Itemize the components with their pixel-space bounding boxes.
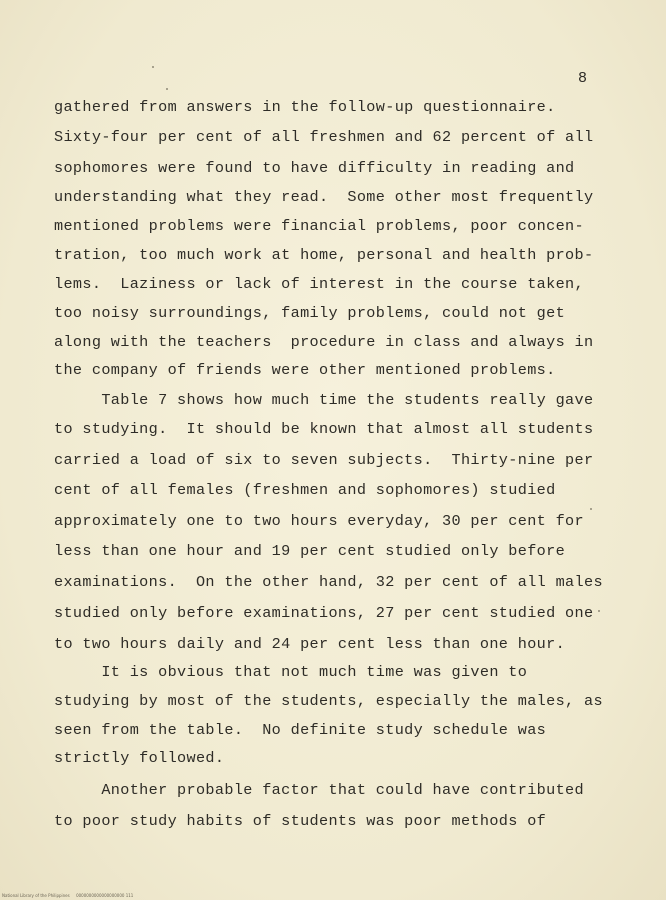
text-line: studied only before examinations, 27 per cent studied one xyxy=(54,604,594,622)
text-line: seen from the table. No definite study schedule was xyxy=(54,721,547,739)
text-line: lems. Laziness or lack of interest in the course taken, xyxy=(54,275,584,293)
text-line: to two hours daily and 24 per cent less than one hour. xyxy=(54,635,566,653)
paper-speck xyxy=(152,66,154,68)
text-line: too noisy surroundings, family problems, could not get xyxy=(54,304,566,322)
text-line: cent of all females (freshmen and sophomores) studied xyxy=(54,481,556,499)
text-line: It is obvious that not much time was given to xyxy=(54,663,528,681)
text-line: examinations. On the other hand, 32 per cent of all males xyxy=(54,573,603,591)
text-line: Another probable factor that could have contributed xyxy=(54,781,584,799)
text-line: understanding what they read. Some other most frequently xyxy=(54,188,594,206)
text-line: mentioned problems were financial problems, poor concen- xyxy=(54,217,584,235)
text-line: approximately one to two hours everyday, 30 per cent for xyxy=(54,512,584,530)
text-line: to poor study habits of students was poor methods of xyxy=(54,812,547,830)
text-line: Table 7 shows how much time the students really gave xyxy=(54,391,594,409)
paper-speck xyxy=(590,508,592,510)
text-line: the company of friends were other mentioned problems. xyxy=(54,361,556,379)
paper-speck xyxy=(166,88,168,90)
text-line: carried a load of six to seven subjects. Thirty-nine per xyxy=(54,451,594,469)
page-number: 8 xyxy=(578,70,588,87)
library-footer: National Library of the Philippines 0000000000000000000 111 xyxy=(2,893,134,898)
text-line: along with the teachers procedure in class and always in xyxy=(54,333,594,351)
text-line: less than one hour and 19 per cent studied only before xyxy=(54,542,566,560)
text-line: gathered from answers in the follow-up questionnaire. xyxy=(54,98,556,116)
text-line: sophomores were found to have difficulty in reading and xyxy=(54,159,575,177)
text-line: Sixty-four per cent of all freshmen and 62 percent of all xyxy=(54,128,594,146)
text-line: studying by most of the students, especially the males, as xyxy=(54,692,603,710)
paper-speck xyxy=(598,610,600,612)
text-line: strictly followed. xyxy=(54,749,225,767)
text-line: tration, too much work at home, personal and health prob- xyxy=(54,246,594,264)
text-line: to studying. It should be known that almost all students xyxy=(54,420,594,438)
